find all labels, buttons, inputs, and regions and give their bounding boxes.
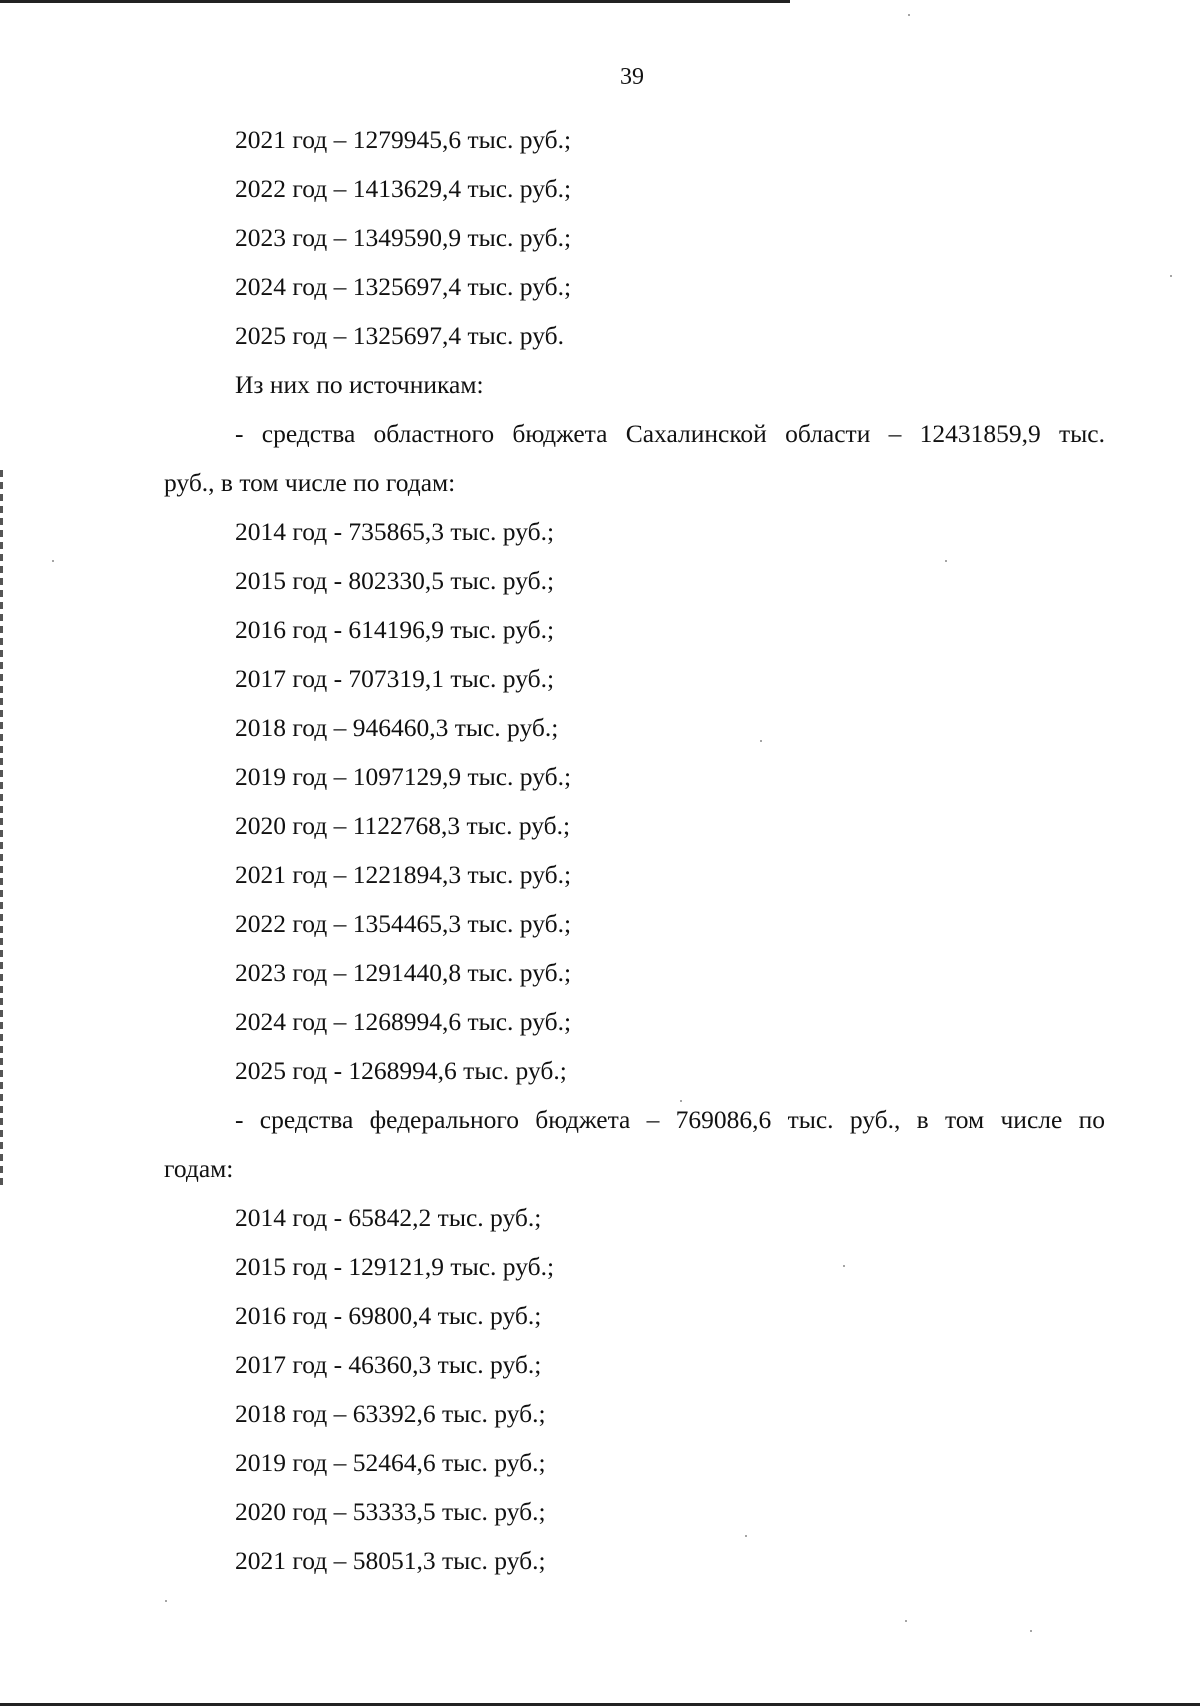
text-line: Из них по источникам: [235, 370, 484, 399]
text-line: 2017 год - 46360,3 тыс. руб.; [235, 1350, 542, 1379]
top-scan-border [0, 0, 790, 3]
text-line: 2023 год – 1349590,9 тыс. руб.; [235, 223, 572, 252]
scan-speck [945, 560, 947, 562]
text-line: 2014 год - 65842,2 тыс. руб.; [235, 1203, 542, 1232]
text-line: 2020 год – 1122768,3 тыс. руб.; [235, 811, 571, 840]
text-line: 2015 год - 802330,5 тыс. руб.; [235, 566, 555, 595]
text-line: 2024 год – 1268994,6 тыс. руб.; [235, 1007, 572, 1036]
text-line: 2022 год – 1413629,4 тыс. руб.; [235, 174, 572, 203]
text-line: 2025 год - 1268994,6 тыс. руб.; [235, 1056, 567, 1085]
text-line: 2025 год – 1325697,4 тыс. руб. [235, 321, 564, 350]
paragraph-line: руб., в том числе по годам: [164, 468, 456, 497]
scan-speck [52, 560, 54, 562]
text-line: 2021 год – 58051,3 тыс. руб.; [235, 1546, 546, 1575]
text-line: 2016 год - 69800,4 тыс. руб.; [235, 1301, 542, 1330]
bottom-scan-border [0, 1703, 1200, 1706]
text-line: 2021 год – 1221894,3 тыс. руб.; [235, 860, 572, 889]
page-number: 39 [620, 64, 644, 90]
scan-speck [843, 1265, 845, 1267]
text-line: 2020 год – 53333,5 тыс. руб.; [235, 1497, 546, 1526]
text-line: 2023 год – 1291440,8 тыс. руб.; [235, 958, 572, 987]
text-line: 2021 год – 1279945,6 тыс. руб.; [235, 125, 572, 154]
scan-speck [1170, 275, 1172, 277]
paragraph-line: - средства областного бюджета Сахалинской области – 12431859,9 тыс. [235, 419, 1105, 448]
text-line: 2015 год - 129121,9 тыс. руб.; [235, 1252, 555, 1281]
text-line: 2016 год - 614196,9 тыс. руб.; [235, 615, 555, 644]
scan-speck [745, 1535, 747, 1537]
text-line: 2018 год – 63392,6 тыс. руб.; [235, 1399, 546, 1428]
text-line: 2019 год – 1097129,9 тыс. руб.; [235, 762, 572, 791]
text-line: 2018 год – 946460,3 тыс. руб.; [235, 713, 559, 742]
text-line: 2017 год - 707319,1 тыс. руб.; [235, 664, 555, 693]
document-body [0, 115, 1200, 1585]
paragraph-line: годам: [164, 1154, 234, 1183]
paragraph-line: - средства федерального бюджета – 769086,6 тыс. руб., в том числе по [235, 1105, 1105, 1134]
text-line: 2024 год – 1325697,4 тыс. руб.; [235, 272, 572, 301]
scan-speck [165, 1600, 167, 1602]
text-line: 2019 год – 52464,6 тыс. руб.; [235, 1448, 546, 1477]
text-line: 2022 год – 1354465,3 тыс. руб.; [235, 909, 572, 938]
scan-speck [908, 14, 910, 16]
scan-speck [1030, 1630, 1032, 1632]
scan-speck [905, 1620, 907, 1622]
scan-speck [680, 1100, 682, 1102]
scan-speck [760, 740, 762, 742]
text-line: 2014 год - 735865,3 тыс. руб.; [235, 517, 555, 546]
